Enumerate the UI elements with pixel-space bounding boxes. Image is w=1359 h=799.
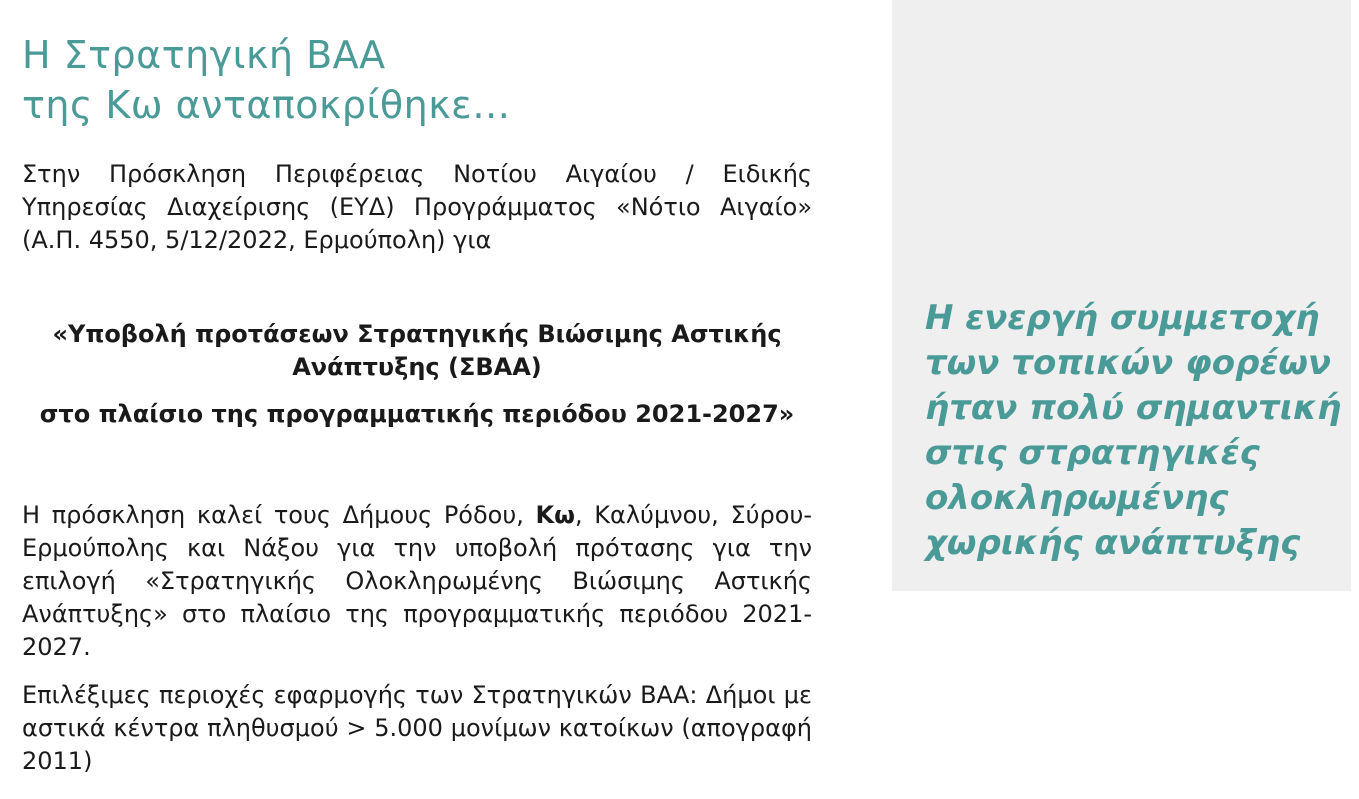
side-quote-line: ολοκληρωμένης (925, 478, 1229, 518)
side-quote-line: των τοπικών φορέων (925, 343, 1332, 383)
side-quote-line: χωρικής ανάπτυξης (925, 523, 1301, 563)
call-period: στο πλαίσιο της προγραμματικής περιόδου 2021-2027» (39, 400, 795, 428)
intro-reference: (Α.Π. 4550, 5/12/2022, Ερμούπολη) για (22, 226, 492, 254)
page-title-line-2: της Κω ανταποκρίθηκε… (22, 83, 511, 127)
municipalities-text-start: Η πρόσκληση καλεί τους Δήμους Ρόδου, (22, 501, 536, 529)
call-title: «Υποβολή προτάσεων Στρατηγικής Βιώσιμης Αστικής Ανάπτυξης (ΣΒΑΑ) (52, 320, 782, 381)
municipalities-paragraph (22, 499, 812, 664)
kos-highlight: Κω (535, 501, 575, 529)
intro-program-name: Στην Πρόσκληση Περιφέρειας Νοτίου Αιγαίου / Ειδικής Υπηρεσίας Διαχείρισης (ΕΥΔ) Προγράμματος «Νότιο Αιγαίο» (22, 160, 812, 221)
page-title-line-1: Η Στρατηγική ΒΑΑ (22, 33, 386, 77)
side-quote-line: στις στρατηγικές (925, 433, 1260, 473)
side-panel (892, 0, 1351, 591)
intro-paragraph (22, 158, 812, 257)
page-title (22, 30, 842, 130)
side-quote (925, 296, 1342, 566)
call-title-block (22, 318, 812, 431)
side-quote-line: Η ενεργή συμμετοχή (925, 298, 1320, 338)
municipalities-text-end: , Καλύμνου, Σύρου-Ερμούπολης και Νάξου για την υποβολή πρότασης για την επιλογή «Στρατηγικής Ολοκληρωμένης Βιώσιμης Αστικής Ανάπτυξης» στο πλαίσιο της προγραμματικής περιόδου 2021-2027. (22, 501, 812, 661)
side-quote-line: ήταν πολύ σημαντική (925, 388, 1342, 428)
eligible-areas-paragraph: Επιλέξιμες περιοχές εφαρμογής των Στρατηγικών ΒΑΑ: Δήμοι με αστικά κέντρα πληθυσμού > 5.000 μονίμων κατοίκων (απογραφή 2011) (22, 681, 812, 775)
